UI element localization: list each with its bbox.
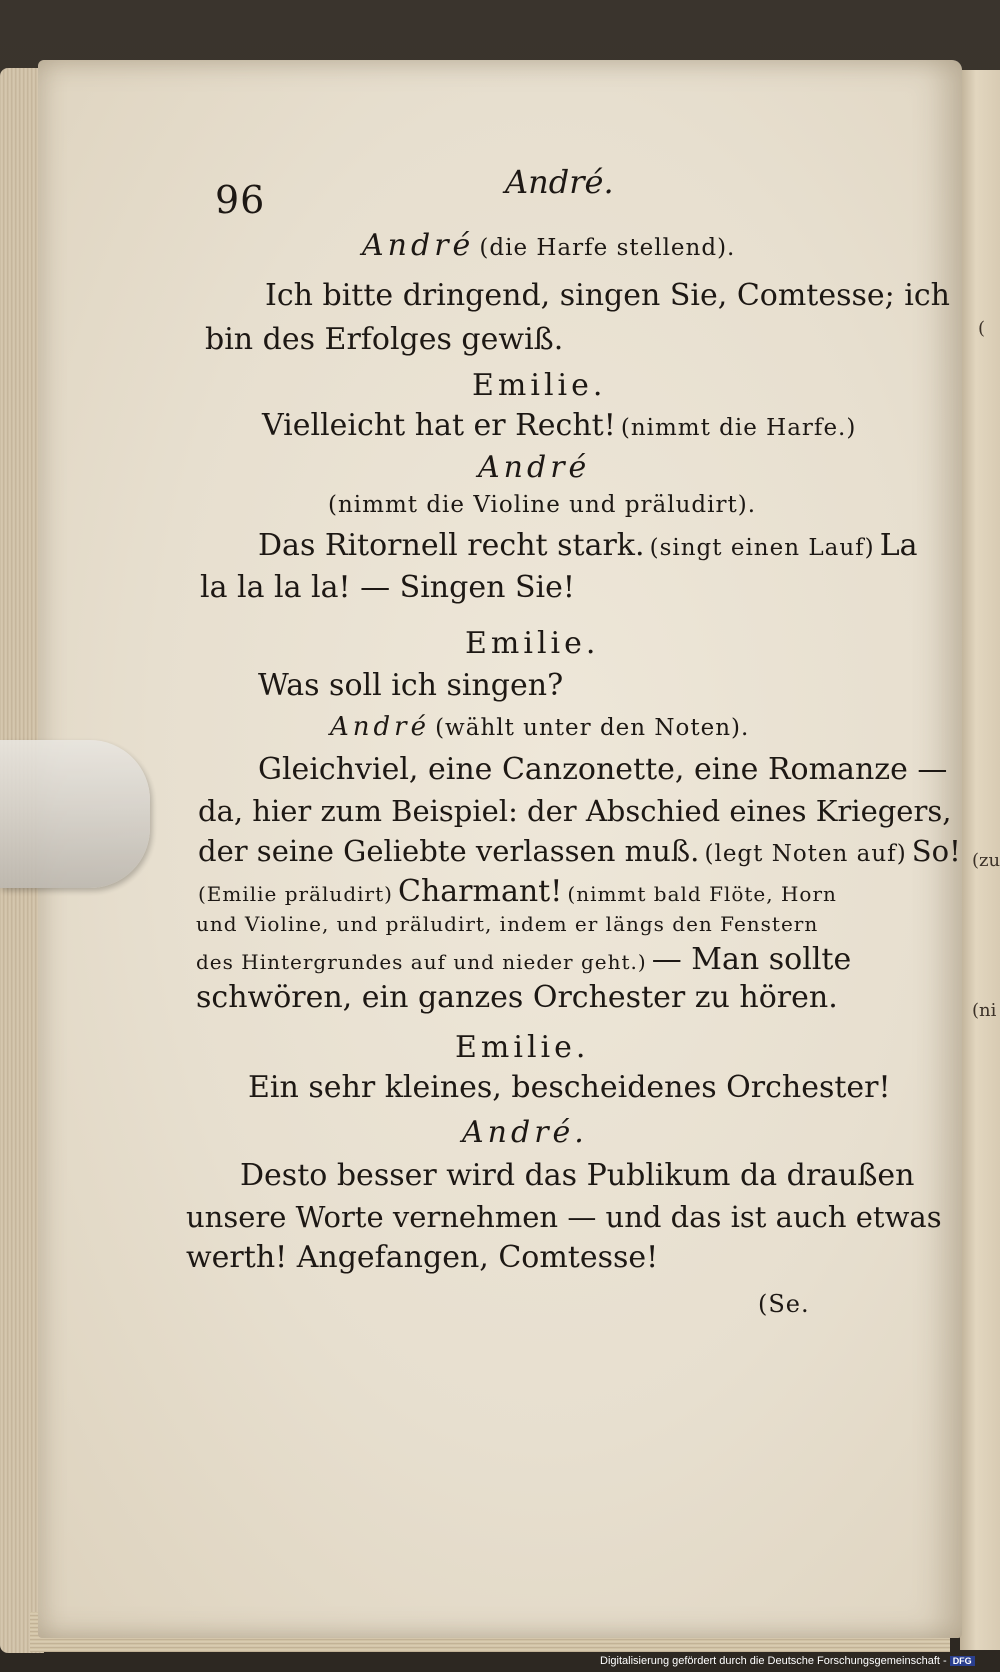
stage-direction: und Violine, und präludirt, indem er längs den Fenstern <box>196 912 819 936</box>
speaker-heading: André (die Harfe stellend). <box>362 228 736 263</box>
catchword: (Se. <box>758 1290 810 1318</box>
speaker-heading: Emilie. <box>455 1030 590 1065</box>
speaker-heading: André (wählt unter den Noten). <box>330 712 750 742</box>
footer-credit <box>600 1655 975 1667</box>
dfg-logo: DFG <box>950 1656 975 1666</box>
dialogue-line: Das Ritornell recht stark. (singt einen Lauf) La <box>258 528 918 563</box>
facing-page-fragment: (ni <box>972 1000 997 1021</box>
stage-direction: (singt einen Lauf) <box>649 535 875 561</box>
stage-direction: (nimmt die Harfe.) <box>620 415 857 441</box>
stage-direction: (Emilie präludirt) <box>198 882 393 906</box>
dialogue-line: der seine Geliebte verlassen muß. (legt Noten auf) So! <box>198 834 961 868</box>
speaker-heading: André. <box>462 1115 588 1150</box>
stage-direction: (nimmt bald Flöte, Horn <box>567 882 837 906</box>
page-clip <box>0 740 150 888</box>
dialogue-line: Ich bitte dringend, singen Sie, Comtesse; ich <box>265 278 951 313</box>
dialogue-line: bin des Erfolges gewiß. <box>205 322 564 357</box>
facing-page-fragment: (zu <box>972 850 1000 871</box>
dialogue-line: unsere Worte vernehmen — und das ist auch etwas <box>186 1200 942 1234</box>
speaker-heading: André <box>478 450 591 485</box>
stage-direction: (nimmt die Violine und präludirt). <box>328 492 757 518</box>
dialogue-line: Desto besser wird das Publikum da draußen <box>240 1158 915 1193</box>
stage-direction: (legt Noten auf) <box>704 841 907 867</box>
dialogue-line: des Hintergrundes auf und nieder geht.) — Man sollte <box>196 942 852 977</box>
footer-text: Digitalisierung gefördert durch die Deutsche Forschungsgemeinschaft - <box>600 1655 947 1667</box>
dialogue-line: werth! Angefangen, Comtesse! <box>186 1240 659 1275</box>
speaker-heading: Emilie. <box>472 368 607 403</box>
dialogue-line: schwören, ein ganzes Orchester zu hören. <box>196 980 838 1015</box>
dialogue-line: Gleichviel, eine Canzonette, eine Romanze — <box>258 752 948 787</box>
dialogue-line: Vielleicht hat er Recht! (nimmt die Harfe.) <box>262 408 857 443</box>
running-head: André. <box>505 163 614 201</box>
dialogue-line: (Emilie präludirt) Charmant! (nimmt bald Flöte, Horn <box>198 874 837 909</box>
stage-direction: (die Harfe stellend). <box>479 235 736 261</box>
facing-page-fragment: ( <box>978 318 986 339</box>
page-number: 96 <box>215 178 266 222</box>
dialogue-line: Was soll ich singen? <box>258 668 564 703</box>
dialogue-line: la la la la! — Singen Sie! <box>200 570 575 605</box>
stage-direction: (wählt unter den Noten). <box>435 715 750 741</box>
stage-direction: des Hintergrundes auf und nieder geht.) <box>196 950 647 974</box>
dialogue-line: Ein sehr kleines, bescheidenes Orchester! <box>248 1070 891 1105</box>
dialogue-line: da, hier zum Beispiel: der Abschied eines Kriegers, <box>198 794 952 828</box>
speaker-heading: Emilie. <box>465 626 600 661</box>
